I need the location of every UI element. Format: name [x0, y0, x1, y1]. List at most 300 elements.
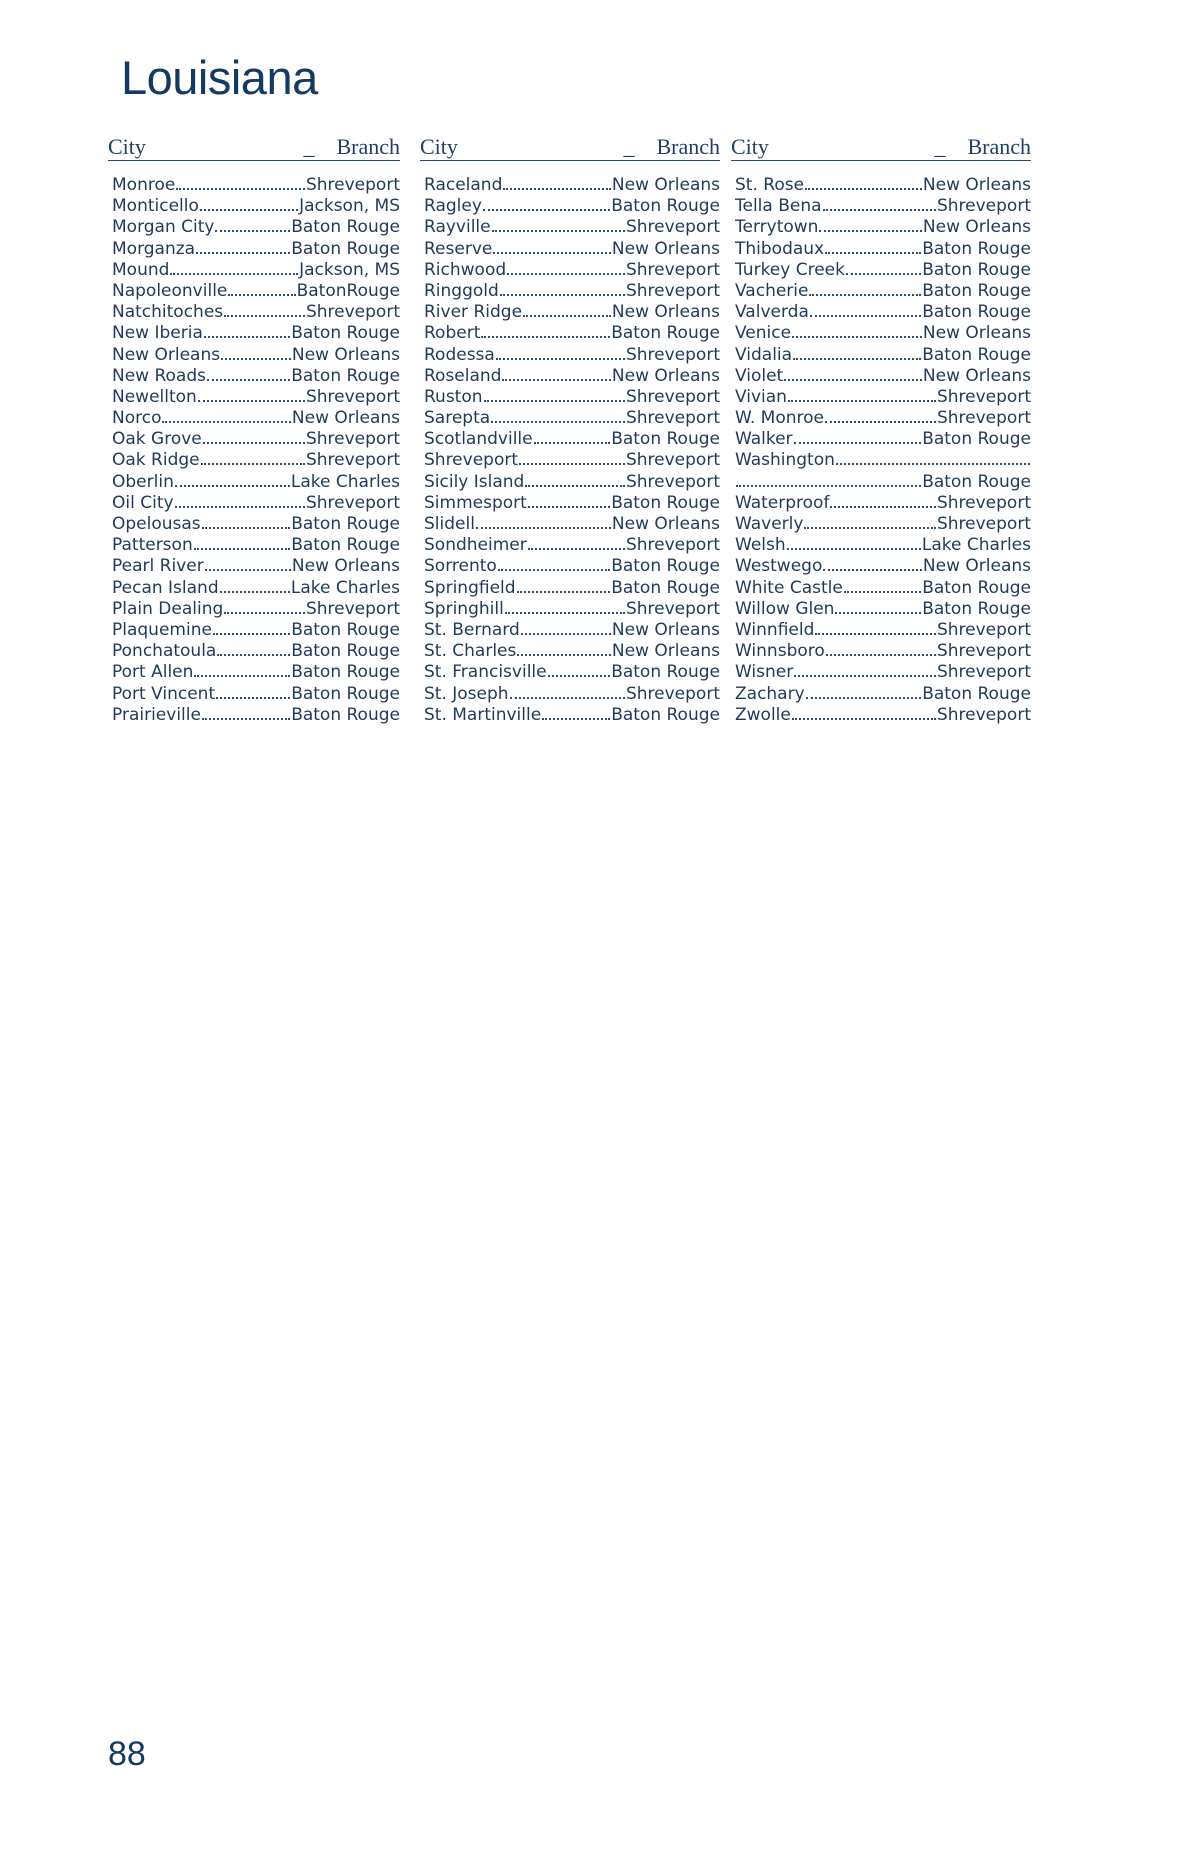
dot-leader: [806, 683, 922, 699]
dot-leader: [792, 322, 922, 338]
dot-leader: [503, 174, 611, 190]
city-name: Shreveport: [424, 450, 519, 471]
table-row: [112, 259, 400, 280]
dot-leader: [196, 238, 290, 254]
table-row: [735, 238, 1031, 259]
table-row: [424, 216, 720, 237]
city-list: [420, 174, 720, 725]
city-name: W. Monroe: [735, 408, 824, 429]
dot-leader: [170, 259, 298, 275]
city-name: Wisner: [735, 662, 794, 683]
table-row: [424, 322, 720, 343]
table-row: [112, 555, 400, 576]
dot-leader: [809, 280, 921, 296]
city-list: [731, 174, 1031, 725]
table-row: [424, 407, 720, 428]
city-name: Winnfield: [735, 619, 815, 640]
city-name: Willow Glen: [735, 598, 835, 619]
table-row: [424, 598, 720, 619]
city-name: St. Martinville: [424, 704, 542, 725]
table-row: [112, 598, 400, 619]
city-name: Ruston: [424, 386, 483, 407]
dot-leader: [498, 555, 610, 571]
branch-name: Baton Rouge: [291, 365, 400, 386]
dot-leader: [217, 640, 290, 656]
city-name: New Orleans: [112, 344, 221, 365]
branch-name: Baton Rouge: [611, 577, 720, 598]
branch-name: Baton Rouge: [291, 619, 400, 640]
dot-leader: [224, 598, 305, 614]
table-row: [735, 598, 1031, 619]
branch-name: Shreveport: [625, 217, 720, 238]
table-row: [735, 577, 1031, 598]
city-name: St. Joseph: [424, 683, 509, 704]
branch-name: Baton Rouge: [291, 704, 400, 725]
city-list: [108, 174, 400, 725]
dot-leader: [844, 577, 921, 593]
table-row: [735, 216, 1031, 237]
table-row: [112, 428, 400, 449]
table-row: [112, 661, 400, 682]
city-name: Winnsboro: [735, 641, 825, 662]
city-name: Rayville: [424, 217, 491, 238]
branch-name: Baton Rouge: [611, 196, 720, 217]
dot-leader: [794, 661, 936, 677]
dot-leader: [505, 598, 625, 614]
table-row: [735, 280, 1031, 301]
branch-name: Baton Rouge: [611, 662, 720, 683]
table-row: [735, 704, 1031, 725]
dot-leader: [815, 619, 936, 635]
branch-name: Shreveport: [625, 280, 720, 301]
table-row: [424, 174, 720, 195]
table-row: [424, 555, 720, 576]
dot-leader: [804, 513, 936, 529]
branch-name: Baton Rouge: [291, 641, 400, 662]
branch-name: Baton Rouge: [611, 429, 720, 450]
dot-leader: [830, 492, 936, 508]
city-name: Morgan City: [112, 217, 215, 238]
city-name: Mound: [112, 259, 170, 280]
table-row: [424, 683, 720, 704]
branch-name: Shreveport: [936, 641, 1031, 662]
branch-name: Shreveport: [936, 704, 1031, 725]
dot-leader: [542, 704, 610, 720]
city-name: Newellton: [112, 386, 197, 407]
table-row: [424, 195, 720, 216]
branch-header: [623, 133, 720, 160]
page-title: Louisiana: [121, 51, 318, 104]
table-row: [112, 534, 400, 555]
city-name: Richwood: [424, 259, 507, 280]
city-name: Patterson: [112, 535, 193, 556]
branch-name: Shreveport: [305, 386, 400, 407]
column-1: [108, 133, 400, 725]
dot-leader: [521, 619, 611, 635]
dot-leader: [162, 407, 290, 423]
dot-leader: [484, 386, 625, 402]
table-row: [112, 216, 400, 237]
branch-name: New Orleans: [922, 365, 1031, 386]
table-row: [112, 344, 400, 365]
branch-name: Shreveport: [305, 598, 400, 619]
dot-leader: [826, 640, 936, 656]
table-row: [735, 683, 1031, 704]
branch-name: BatonRouge: [296, 280, 400, 301]
city-name: Turkey Creek: [735, 259, 845, 280]
table-row: [424, 640, 720, 661]
branch-name: Shreveport: [625, 598, 720, 619]
dot-leader: [502, 365, 610, 381]
dot-leader: [198, 386, 305, 402]
dot-leader: [548, 661, 611, 677]
table-row: [112, 407, 400, 428]
branch-name: Shreveport: [305, 302, 400, 323]
city-name: White Castle: [735, 577, 843, 598]
city-name: Natchitoches: [112, 302, 224, 323]
branch-name: Shreveport: [305, 175, 400, 195]
city-header: City: [420, 134, 458, 159]
city-name: Oak Grove: [112, 429, 202, 450]
table-row: [424, 365, 720, 386]
dot-leader: [175, 471, 290, 487]
city-header: City: [731, 134, 769, 159]
branch-name: Lake Charles: [921, 535, 1031, 556]
branch-header-label: Branch: [336, 134, 400, 159]
table-row: [735, 344, 1031, 365]
city-name: Ponchatoula: [112, 641, 217, 662]
dot-leader: [805, 174, 922, 190]
table-row: [112, 513, 400, 534]
branch-name: Shreveport: [936, 662, 1031, 683]
table-row: [424, 428, 720, 449]
header-separator: _: [303, 134, 315, 159]
dot-leader: [794, 428, 922, 444]
city-name: Waterproof: [735, 492, 830, 513]
dot-leader: [176, 174, 305, 190]
city-name: Terrytown: [735, 217, 819, 238]
branch-name: Baton Rouge: [922, 598, 1031, 619]
table-row: [735, 555, 1031, 576]
table-row: [424, 259, 720, 280]
table-row: [112, 683, 400, 704]
branch-name: New Orleans: [291, 344, 400, 365]
branch-name: Baton Rouge: [611, 556, 720, 577]
branch-name: Shreveport: [625, 259, 720, 280]
table-row: [112, 471, 400, 492]
branch-name: Shreveport: [625, 535, 720, 556]
city-name: Pecan Island: [112, 577, 219, 598]
city-name: Vacherie: [735, 280, 809, 301]
branch-name: New Orleans: [611, 238, 720, 259]
dot-leader: [825, 407, 936, 423]
branch-name: Baton Rouge: [611, 492, 720, 513]
city-name: Plaquemine: [112, 619, 212, 640]
city-name: Pearl River: [112, 556, 204, 577]
dot-leader: [200, 195, 298, 211]
branch-name: New Orleans: [611, 302, 720, 323]
city-name: St. Rose: [735, 175, 805, 195]
dot-leader: [517, 577, 611, 593]
dot-leader: [216, 683, 290, 699]
city-name: Zwolle: [735, 704, 791, 725]
city-name: Port Allen: [112, 662, 194, 683]
table-row: [424, 280, 720, 301]
branch-name: New Orleans: [611, 641, 720, 662]
branch-name: Shreveport: [936, 196, 1031, 217]
table-row: [424, 449, 720, 470]
table-row: [735, 195, 1031, 216]
city-name: Sarepta: [424, 408, 491, 429]
city-name: Tella Bena: [735, 196, 822, 217]
branch-name: Jackson, MS: [299, 196, 400, 217]
city-name: Thibodaux: [735, 238, 825, 259]
branch-name: Baton Rouge: [291, 514, 400, 534]
table-row: [735, 365, 1031, 386]
branch-name: New Orleans: [291, 556, 400, 577]
branch-name: Lake Charles: [290, 471, 400, 492]
dot-leader: [810, 301, 921, 317]
dot-leader: [823, 555, 922, 571]
dot-leader: [519, 449, 625, 465]
table-row: [735, 386, 1031, 407]
table-row: [735, 174, 1031, 195]
dot-leader: [492, 216, 625, 232]
branch-name: New Orleans: [611, 365, 720, 386]
city-name: Welsh: [735, 535, 786, 556]
column-header: [420, 133, 720, 161]
branch-name: Baton Rouge: [922, 238, 1031, 259]
dot-leader: [510, 683, 625, 699]
table-row: [112, 301, 400, 322]
branch-name: Shreveport: [936, 408, 1031, 429]
city-name: Westwego: [735, 556, 823, 577]
table-row: [424, 301, 720, 322]
branch-name: New Orleans: [291, 408, 400, 429]
table-row: [112, 577, 400, 598]
dot-leader: [202, 704, 290, 720]
dot-leader: [835, 598, 921, 614]
city-name: Oberlin: [112, 471, 174, 492]
city-name: Sorrento: [424, 556, 497, 577]
header-separator: _: [934, 134, 946, 159]
dot-leader: [787, 534, 921, 550]
city-name: River Ridge: [424, 302, 523, 323]
dot-leader: [175, 492, 305, 508]
dot-leader: [528, 492, 610, 508]
city-name: Waverly: [735, 514, 804, 534]
column-header: [108, 133, 400, 161]
branch-name: Baton Rouge: [922, 280, 1031, 301]
branch-name: Shreveport: [625, 344, 720, 365]
city-name: Sicily Island: [424, 471, 525, 492]
city-name: St. Bernard: [424, 619, 520, 640]
table-row: [424, 619, 720, 640]
table-row: [735, 259, 1031, 280]
city-name: Washington: [735, 450, 835, 471]
table-row: [112, 280, 400, 301]
city-name: Napoleonville: [112, 280, 228, 301]
city-name: Springhill: [424, 598, 504, 619]
city-header: City: [108, 134, 146, 159]
branch-name: Shreveport: [625, 450, 720, 471]
table-row: [112, 449, 400, 470]
table-row: [424, 386, 720, 407]
branch-name: Baton Rouge: [291, 662, 400, 683]
city-name: St. Francisville: [424, 662, 547, 683]
table-row: [112, 619, 400, 640]
city-name: Raceland: [424, 175, 503, 195]
city-name: Opelousas: [112, 514, 201, 534]
city-name: Oil City: [112, 492, 174, 513]
dot-leader: [523, 301, 611, 317]
branch-name: Baton Rouge: [922, 259, 1031, 280]
dot-leader: [823, 195, 936, 211]
table-row: [112, 386, 400, 407]
branch-name: Baton Rouge: [291, 683, 400, 704]
dot-leader: [825, 238, 921, 254]
branch-name: Jackson, MS: [299, 259, 400, 280]
dot-leader: [517, 640, 611, 656]
city-name: Roseland: [424, 365, 502, 386]
dot-leader: [201, 449, 305, 465]
dot-leader: [481, 322, 610, 338]
branch-name: Baton Rouge: [291, 323, 400, 344]
city-name: New Iberia: [112, 323, 203, 344]
branch-name: Shreveport: [305, 429, 400, 450]
branch-name: Baton Rouge: [922, 471, 1031, 492]
table-row: [735, 407, 1031, 428]
branch-name: Baton Rouge: [291, 535, 400, 556]
city-name: Slidell: [424, 514, 475, 534]
column-2: [420, 133, 720, 725]
branch-name: Shreveport: [936, 619, 1031, 640]
dot-leader: [793, 344, 921, 360]
branch-name: Shreveport: [305, 492, 400, 513]
branch-name: Baton Rouge: [922, 683, 1031, 704]
branch-header-label: Branch: [656, 134, 720, 159]
dot-leader: [213, 619, 290, 635]
table-row: [112, 322, 400, 343]
table-row: [424, 471, 720, 492]
branch-name: New Orleans: [922, 323, 1031, 344]
table-row: [735, 619, 1031, 640]
table-row: [112, 640, 400, 661]
dot-leader: [194, 661, 290, 677]
city-name: Violet: [735, 365, 784, 386]
city-name: New Roads: [112, 365, 206, 386]
city-name: Venice: [735, 323, 792, 344]
page-number: 88: [108, 1735, 146, 1773]
city-name: Norco: [112, 408, 162, 429]
branch-name: Baton Rouge: [922, 344, 1031, 365]
dot-leader: [500, 280, 625, 296]
dot-leader: [493, 238, 611, 254]
city-name: Walker: [735, 429, 793, 450]
branch-header: [303, 133, 400, 160]
table-row: [424, 661, 720, 682]
column-3: [731, 133, 1031, 725]
city-name: Ragley: [424, 196, 482, 217]
city-name: Monticello: [112, 196, 199, 217]
table-row: [424, 577, 720, 598]
dot-leader: [788, 386, 936, 402]
dot-leader: [496, 344, 625, 360]
dot-leader: [819, 216, 921, 232]
city-name: Scotlandville: [424, 429, 533, 450]
branch-name: New Orleans: [611, 514, 720, 534]
branch-name: Baton Rouge: [922, 577, 1031, 598]
table-row: [735, 513, 1031, 534]
city-name: Simmesport: [424, 492, 527, 513]
table-row: [735, 492, 1031, 513]
branch-name: New Orleans: [922, 556, 1031, 577]
branch-name: Baton Rouge: [611, 323, 720, 344]
table-row: [424, 513, 720, 534]
branch-name: Baton Rouge: [291, 238, 400, 259]
city-name: Port Vincent: [112, 683, 216, 704]
city-name: Prairieville: [112, 704, 201, 725]
header-separator: _: [623, 134, 635, 159]
city-name: Rodessa: [424, 344, 495, 365]
dot-leader: [507, 259, 625, 275]
dot-leader: [528, 534, 625, 550]
dot-leader: [483, 195, 610, 211]
table-row: [735, 471, 1031, 492]
city-name: Springfield: [424, 577, 516, 598]
city-name: Vivian: [735, 386, 787, 407]
city-name: Reserve: [424, 238, 493, 259]
table-row: [112, 195, 400, 216]
dot-leader: [792, 704, 936, 720]
city-name: Plain Dealing: [112, 598, 224, 619]
dot-leader: [846, 259, 921, 275]
table-row: [112, 704, 400, 725]
dot-leader: [220, 577, 290, 593]
dot-leader: [491, 407, 625, 423]
table-row: [735, 640, 1031, 661]
branch-name: Baton Rouge: [291, 217, 400, 238]
dot-leader: [204, 322, 290, 338]
branch-name: Shreveport: [936, 514, 1031, 534]
branch-name: Shreveport: [936, 386, 1031, 407]
branch-header: [934, 133, 1031, 160]
branch-name: Shreveport: [625, 386, 720, 407]
city-name: Ringgold: [424, 280, 499, 301]
table-row: [424, 534, 720, 555]
dot-leader: [736, 471, 921, 487]
dot-leader: [525, 471, 625, 487]
branch-name: Shreveport: [305, 450, 400, 471]
table-row: [735, 534, 1031, 555]
city-name: Zachary: [735, 683, 805, 704]
dot-leader: [784, 365, 922, 381]
table-row: [735, 322, 1031, 343]
city-name: St. Charles: [424, 641, 517, 662]
branch-name: Baton Rouge: [922, 429, 1031, 450]
table-row: [424, 344, 720, 365]
branch-name: Shreveport: [625, 683, 720, 704]
table-row: [112, 238, 400, 259]
table-row: [424, 704, 720, 725]
dot-leader: [194, 534, 290, 550]
dot-leader: [221, 344, 291, 360]
branch-name: Shreveport: [936, 492, 1031, 513]
table-row: [735, 449, 1031, 470]
city-name: Oak Ridge: [112, 450, 200, 471]
dot-leader: [202, 513, 291, 529]
city-name: Vidalia: [735, 344, 793, 365]
